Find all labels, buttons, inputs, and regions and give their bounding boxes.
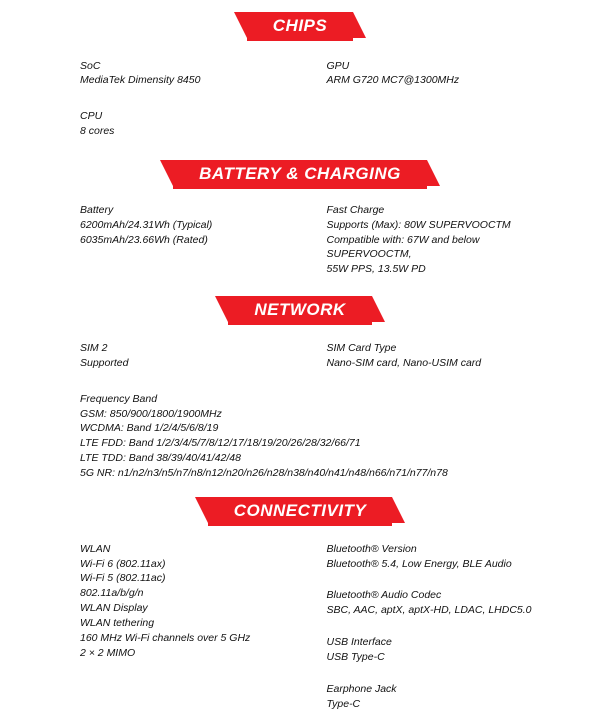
spec-value: Supports (Max): 80W SUPERVOOCTM (326, 218, 511, 231)
spec-label: SIM 2 (80, 341, 108, 354)
spec-block-sim2 (80, 341, 313, 371)
section-banner-battery (0, 160, 600, 189)
spec-value: Type-C (326, 697, 361, 710)
spacer (0, 382, 600, 392)
column-left (80, 203, 313, 289)
spec-label: Fast Charge (326, 203, 385, 216)
spec-value: 6200mAh/24.31Wh (Typical) (80, 218, 213, 231)
spec-block-bluetooth-audio-codec (327, 588, 546, 618)
spec-label: SoC (80, 59, 101, 72)
spec-value: Bluetooth® 5.4, Low Energy, BLE Audio (326, 557, 512, 570)
spec-value: 5G NR: n1/n2/n3/n5/n7/n8/n12/n20/n26/n28/n38/n40/n41/n48/n66/n71/n77/n78 (80, 467, 448, 480)
section-banner-connectivity (0, 497, 600, 526)
section-title: NETWORK (228, 296, 371, 325)
section-chips (0, 59, 600, 151)
spec-label: GPU (326, 59, 350, 72)
spacer (0, 189, 600, 203)
spec-block-soc (80, 59, 313, 89)
spacer (0, 481, 600, 497)
spec-block-cpu (80, 109, 313, 139)
section-title: CHIPS (247, 12, 353, 41)
spec-value: GSM: 850/900/1800/1900MHz (80, 407, 222, 420)
section-full-row (0, 392, 600, 481)
spec-value: 802.11a/b/g/n (80, 587, 144, 600)
spec-value: 2 × 2 MIMO (80, 646, 136, 659)
spec-block-battery (80, 203, 313, 248)
section-title: BATTERY & CHARGING (173, 160, 427, 189)
spec-block-sim-card-type (327, 341, 546, 371)
column-right (313, 542, 546, 723)
spec-value: 8 cores (80, 125, 115, 138)
section-banner-network (0, 296, 600, 325)
section-banner-chips (0, 12, 600, 41)
spec-block-fast-charge (327, 203, 546, 278)
section-columns (0, 203, 600, 289)
spec-value: LTE TDD: Band 38/39/40/41/42/48 (80, 452, 241, 465)
spec-value: Supported (80, 356, 129, 369)
column-left (80, 341, 313, 382)
spec-value: 55W PPS, 13.5W PD (326, 263, 426, 276)
spec-label: USB Interface (326, 636, 392, 649)
spacer (0, 41, 600, 59)
column-left (80, 59, 313, 151)
spec-label: Bluetooth® Version (326, 542, 417, 555)
spec-value: Compatible with: 67W and below SUPERVOOCTM, (326, 233, 480, 261)
spec-label: SIM Card Type (326, 341, 397, 354)
spec-label: WLAN (80, 542, 111, 555)
section-columns (0, 341, 600, 382)
column-right (313, 203, 546, 289)
spec-block-bluetooth-version (327, 542, 546, 572)
spec-label: Frequency Band (80, 392, 158, 405)
spacer (0, 150, 600, 160)
spec-value: ARM G720 MC7@1300MHz (326, 74, 460, 87)
spec-value: WLAN tethering (80, 617, 155, 630)
section-title: CONNECTIVITY (208, 497, 393, 526)
spec-label: Earphone Jack (326, 683, 397, 696)
section-connectivity (0, 542, 600, 723)
spec-block-wlan (80, 542, 313, 661)
spec-value: Wi-Fi 5 (802.11ac) (80, 572, 166, 585)
spec-block-frequency-band (80, 392, 545, 481)
spec-block-usb-interface (327, 635, 546, 665)
spec-label: Bluetooth® Audio Codec (326, 589, 442, 602)
spec-value: WCDMA: Band 1/2/4/5/6/8/19 (80, 422, 219, 435)
spec-label: CPU (80, 110, 103, 123)
spec-value: SBC, AAC, aptX, aptX-HD, LDAC, LHDC5.0 (326, 604, 532, 617)
column-right (313, 59, 546, 151)
column-left (80, 542, 313, 723)
spec-value: 6035mAh/23.66Wh (Rated) (80, 233, 208, 246)
spec-value: Nano-SIM card, Nano-USIM card (326, 356, 482, 369)
spec-value: 160 MHz Wi-Fi channels over 5 GHz (80, 632, 251, 645)
section-columns (0, 59, 600, 151)
spacer (0, 526, 600, 542)
spacer (0, 0, 600, 12)
section-columns (0, 542, 600, 723)
spec-value: LTE FDD: Band 1/2/3/4/5/7/8/12/17/18/19/20/26/28/32/66/71 (80, 437, 361, 450)
section-battery-charging (0, 203, 600, 289)
spec-value: Wi-Fi 6 (802.11ax) (80, 557, 166, 570)
spec-value: MediaTek Dimensity 8450 (80, 74, 201, 87)
spec-label: Battery (80, 203, 114, 216)
spacer (80, 99, 313, 109)
spec-value: USB Type-C (326, 651, 385, 664)
section-network (0, 341, 600, 481)
spec-block-earphone-jack (327, 682, 546, 712)
column-right (313, 341, 546, 382)
spec-value: WLAN Display (80, 602, 148, 615)
spacer (0, 288, 600, 296)
spacer (0, 325, 600, 341)
spec-block-gpu (327, 59, 546, 89)
